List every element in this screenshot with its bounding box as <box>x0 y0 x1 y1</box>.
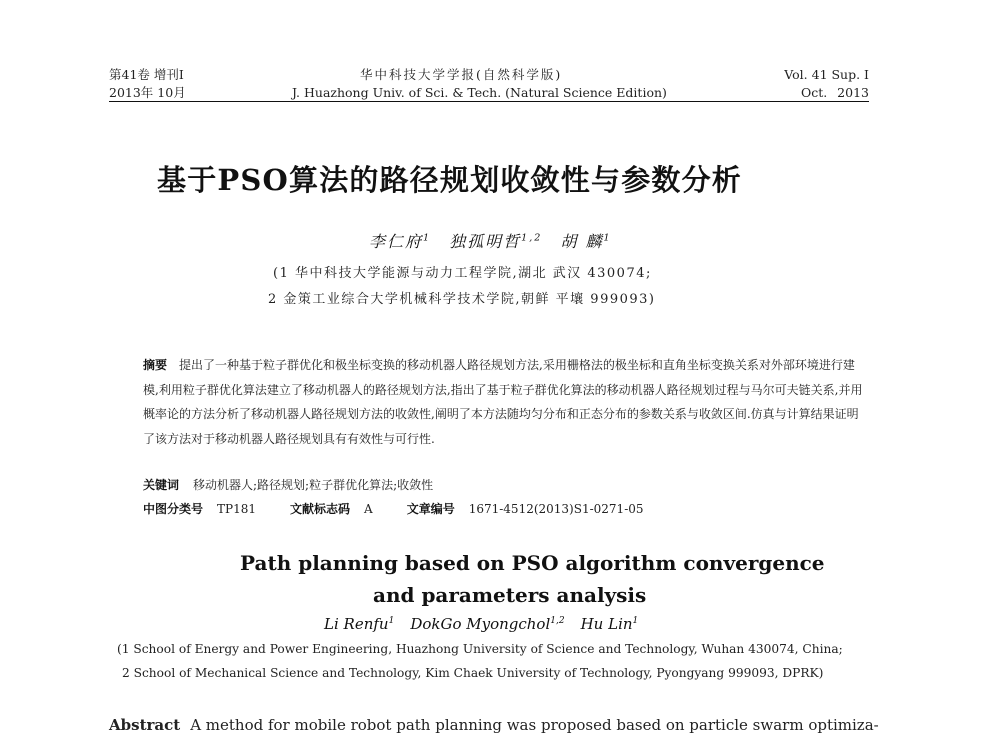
abstract-en-partial <box>109 716 879 734</box>
article-no-label: 文章编号 <box>406 502 455 516</box>
doc-code-label: 文献标志码 <box>290 502 351 516</box>
paper-title-en-line1: Path planning based on PSO algorithm convergence <box>240 551 825 575</box>
authors-cn <box>369 229 612 252</box>
keywords-cn-label: 关键词 <box>143 478 180 492</box>
abstract-cn-text: 提出了一种基于粒子群优化和极坐标变换的移动机器人路径规划方法,采用栅格法的极坐标和直角坐标变换关系对外部环境进行建模,利用粒子群优化算法建立了移动机器人的路径规划方法,指出了基于粒子群优化算法的移动机器人路径规划过程与马尔可夫链关系,并用概率论的方法分析了移动机器人路径规划方法的收敛性,阐明了本方法随均匀分布和正态分布的参数关系与收敛区间.仿真与计算结果证明了该方法对于移动机器人路径规划具有有效性与可行性. <box>143 358 863 446</box>
abstract-en-label: Abstract <box>109 716 181 734</box>
abstract-cn <box>143 353 868 451</box>
journal-volume: 第41卷 增刊Ⅰ <box>109 67 184 82</box>
author-cn-2: 独孤明哲$^{1,2}$ <box>449 232 543 251</box>
keywords-cn-text: 移动机器人;路径规划;粒子群优化算法;收敛性 <box>193 478 434 492</box>
paper-title-en-line2: and parameters analysis <box>373 583 647 607</box>
abstract-en-text: A method for mobile robot path planning was proposed based on particle swarm optimiza- <box>190 716 879 734</box>
keywords-cn <box>143 476 433 493</box>
abstract-cn-label: 摘要 <box>143 358 168 372</box>
journal-date: 2013年 10月 <box>109 85 186 100</box>
affiliation-en-2: 2 School of Mechanical Science and Technology, Kim Chaek University of Technology, Pyongyang 999093, DPRK) <box>122 666 824 680</box>
affiliation-en-1: (1 School of Energy and Power Engineering, Huazhong University of Science and Technology, Wuhan 430074, China; <box>117 642 843 656</box>
clc-value: TP181 <box>217 502 256 516</box>
authors-en <box>324 615 638 633</box>
author-en-1: Li Renfu$^1$ <box>324 615 395 633</box>
doc-code-value: A <box>364 502 373 516</box>
classification-line <box>143 500 644 517</box>
journal-volume-en: Vol. 41 Sup. Ⅰ <box>784 67 869 82</box>
journal-name-cn: 华中科技大学学报(自然科学版) <box>360 67 563 82</box>
author-en-3: Hu Lin$^1$ <box>580 615 639 633</box>
journal-name-en: J. Huazhong Univ. of Sci. & Tech. (Natural Science Edition) <box>292 85 667 100</box>
paper-title-cn: 基于PSO算法的路径规划收敛性与参数分析 <box>157 163 743 197</box>
author-cn-3: 胡 麟$^1$ <box>560 232 612 251</box>
header-rule <box>109 101 869 102</box>
affiliation-cn-1: (1 华中科技大学能源与动力工程学院,湖北 武汉 430074; <box>273 266 652 281</box>
affiliation-cn-2: 2 金策工业综合大学机械科学技术学院,朝鲜 平壤 999093) <box>268 292 656 307</box>
author-en-2: DokGo Myongchol$^{1,2}$ <box>410 615 565 633</box>
journal-date-en: Oct. 2013 <box>800 85 869 100</box>
article-no-value: 1671-4512(2013)S1-0271-05 <box>468 502 644 516</box>
author-cn-1: 李仁府$^1$ <box>369 232 432 251</box>
clc-label: 中图分类号 <box>143 502 204 516</box>
